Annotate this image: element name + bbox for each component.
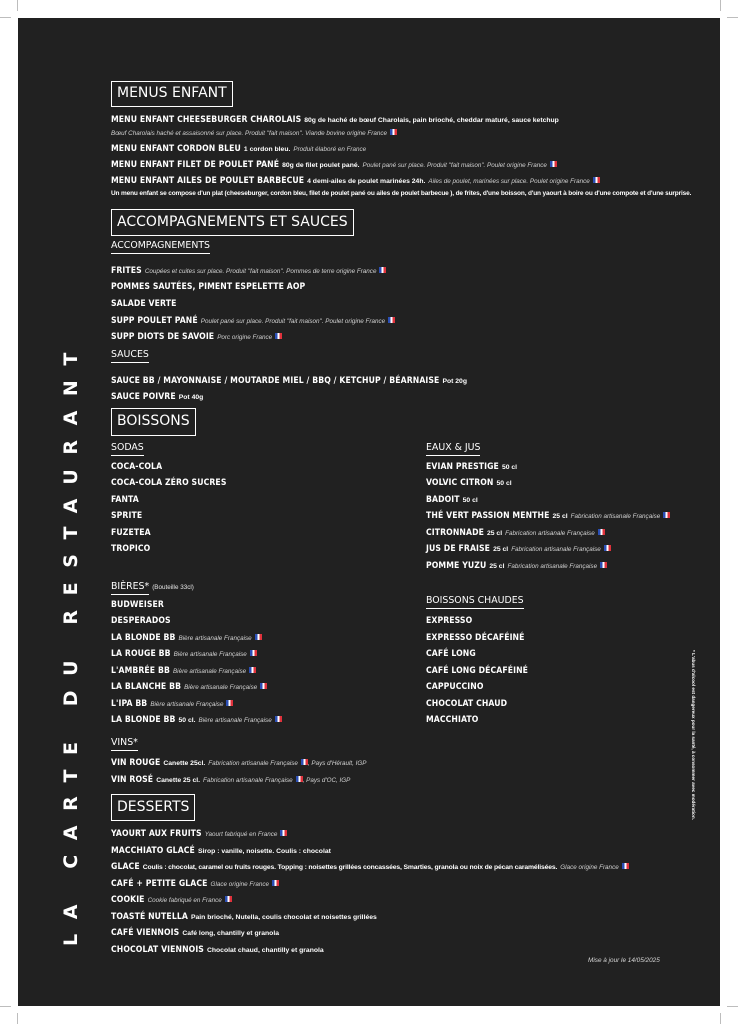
menu-enfant-info: Un menu enfant se compose d'un plat (cheeseburger, cordon bleu, filet de poulet pané ou ailes de poulet barbecue ), de frites, d'une boisson, d'un yaourt à boire ou d'une compote et d'une surprise.	[111, 190, 692, 197]
item-name: COCA-COLA	[111, 462, 163, 472]
crop-mark	[720, 0, 721, 11]
item-note: Bière artisanale Française	[178, 635, 252, 642]
dessert-item	[111, 826, 287, 841]
item-name: EXPRESSO DÉCAFÉINÉ	[426, 633, 525, 643]
france-flag-icon	[390, 129, 397, 135]
item-name: L'AMBRÉE BB	[111, 666, 170, 676]
bieres-size: (Bouteille 33cl)	[152, 584, 194, 591]
item-desc: Café long, chantilly et granola	[182, 930, 279, 937]
update-date: Mise à jour le 14/05/2025	[588, 957, 660, 964]
item-name: MACCHIATO	[426, 715, 479, 725]
item-note: Glace origine France	[210, 881, 269, 888]
menu-item-cordon-bleu	[111, 141, 366, 156]
item-note: Glace origine France	[560, 864, 619, 871]
item-note: Produit élaboré en France	[293, 146, 367, 153]
france-flag-icon	[226, 700, 233, 706]
eaux-item	[426, 508, 670, 523]
eaux-item	[426, 525, 605, 540]
subheading-eaux-jus: EAUX & JUS	[426, 442, 480, 456]
item-desc: 1 cordon bleu.	[243, 146, 291, 153]
item-note: Fabrication artisanale Française	[511, 546, 601, 553]
chaude-item	[426, 613, 472, 627]
chaude-item	[426, 646, 476, 660]
dessert-item	[111, 892, 232, 907]
item-name: COCA-COLA ZÉRO SUCRES	[111, 478, 227, 488]
item-name: CAFÉ LONG	[426, 649, 476, 659]
item-name: LA ROUGE BB	[111, 649, 171, 659]
item-name: CAFÉ VIENNOIS	[111, 928, 180, 938]
france-flag-icon	[550, 161, 557, 167]
item-name: MENU ENFANT CORDON BLEU	[111, 144, 241, 154]
soda-item	[111, 525, 151, 539]
item-note: Coupées et cuites sur place. Produit "fait maison". Pommes de terre origine France	[144, 268, 377, 275]
soda-item	[111, 541, 150, 555]
item-name: LA BLANCHE BB	[111, 682, 182, 692]
biere-item	[111, 630, 262, 645]
item-name: CITRONNADE	[426, 528, 484, 538]
france-flag-icon	[598, 529, 605, 535]
biere-item	[111, 679, 267, 694]
biere-item	[111, 597, 164, 611]
item-desc: 4 demi-ailes de poulet marinées 24h.	[307, 178, 426, 185]
item-note: Fabrication artisanale Française	[570, 513, 661, 520]
dessert-item	[111, 859, 629, 874]
subheading-bieres: BIÈRES*	[111, 581, 149, 595]
item-name: SUPP POULET PANÉ	[111, 316, 198, 326]
crop-mark	[17, 1013, 18, 1024]
item-name: POMME YUZU	[426, 561, 487, 571]
dessert-item	[111, 876, 279, 891]
chaude-item	[426, 712, 478, 726]
eaux-item	[426, 475, 512, 490]
item-note: Bœuf Charolais haché et assaisonné sur place. Produit "fait maison". Viande bovine origine France	[111, 130, 387, 137]
item-name: MENU ENFANT FILET DE POULET PANÉ	[111, 160, 280, 170]
item-note: Bière artisanale Française	[184, 684, 258, 691]
subheading-sauces: SAUCES	[111, 349, 149, 363]
item-desc: Sirop : vanille, noisette. Coulis : chocolat	[197, 848, 331, 855]
item-desc: Coulis : chocolat, caramel ou fruits rouges. Topping : noisettes grillées concassées, Smarties, granola ou noix de pécan caramélisées.	[142, 864, 558, 871]
item-name: CHOCOLAT CHAUD	[426, 699, 508, 709]
item-name: SUPP DIOTS DE SAVOIE	[111, 332, 215, 342]
chaude-item	[426, 696, 507, 710]
item-name: DESPERADOS	[111, 616, 171, 626]
item-name: FUZETEA	[111, 528, 151, 538]
crop-mark	[0, 1006, 11, 1007]
item-name: SAUCE POIVRE	[111, 392, 176, 402]
item-name: FANTA	[111, 495, 139, 505]
crop-mark	[17, 0, 18, 11]
chaude-item	[426, 630, 525, 644]
item-salade-verte	[111, 296, 176, 310]
item-note-origin: , Pays d'Hérault, IGP	[307, 760, 367, 767]
item-name: EXPRESSO	[426, 616, 473, 626]
crop-mark	[727, 17, 738, 18]
item-desc: 25 cl	[552, 513, 568, 520]
item-note: Porc origine France	[217, 334, 273, 341]
france-flag-icon	[663, 512, 670, 518]
item-note: Fabrication artisanale Française	[203, 777, 293, 784]
france-flag-icon	[301, 759, 308, 765]
item-note: Fabrication artisanale Française	[208, 760, 298, 767]
subheading-bieres-row	[111, 579, 194, 595]
eaux-item	[426, 558, 607, 573]
france-flag-icon	[272, 880, 279, 886]
item-name: SAUCE BB / MAYONNAISE / MOUTARDE MIEL / BBQ / KETCHUP / BÉARNAISE	[111, 376, 440, 386]
item-note: Fabrication artisanale Française	[505, 530, 595, 537]
france-flag-icon	[622, 863, 629, 869]
france-flag-icon	[604, 545, 611, 551]
item-name: COOKIE	[111, 895, 145, 905]
item-name: TROPICO	[111, 544, 151, 554]
item-note: Ailes de poulet, marinées sur place. Poulet origine France	[428, 178, 590, 185]
item-note-origin: , Pays d'OC, IGP	[302, 777, 351, 784]
item-supp-poulet	[111, 313, 395, 328]
item-desc: 50 cl.	[178, 717, 196, 724]
menu-item-ailes-poulet	[111, 173, 600, 188]
item-desc: Pot 40g	[178, 394, 204, 401]
item-note: Bière artisanale Française	[173, 651, 247, 658]
item-note: Yaourt fabriqué en France	[204, 831, 278, 838]
item-name: CHOCOLAT VIENNOIS	[111, 945, 204, 955]
item-desc: 25 cl	[486, 530, 503, 537]
soda-item	[111, 459, 162, 473]
item-sauces-list	[111, 373, 467, 388]
dessert-item	[111, 909, 377, 924]
item-name: L'IPA BB	[111, 699, 148, 709]
item-desc: Pain brioché, Nutella, coulis chocolat et noisettes grillées	[190, 914, 377, 921]
subheading-sodas: SODAS	[111, 442, 144, 456]
france-flag-icon	[255, 634, 262, 640]
vin-item	[111, 755, 367, 770]
section-title-menus-enfant: MENUS ENFANT	[111, 81, 233, 107]
item-name: SALADE VERTE	[111, 299, 177, 309]
item-name: LA BLONDE BB	[111, 715, 176, 725]
france-flag-icon	[296, 776, 303, 782]
item-name: TOASTÉ NUTELLA	[111, 912, 188, 922]
item-desc: 50 cl	[496, 480, 512, 487]
france-flag-icon	[388, 317, 395, 323]
item-name: GLACE	[111, 862, 140, 872]
france-flag-icon	[275, 333, 282, 339]
item-note: Fabrication artisanale Française	[507, 563, 598, 570]
item-desc: Pot 20g	[442, 378, 467, 385]
biere-item	[111, 663, 256, 678]
crop-mark	[727, 1006, 738, 1007]
item-name: CAFÉ + PETITE GLACE	[111, 879, 208, 889]
alcohol-warning: * L'abus d'alcool est dangereux pour la santé, à consommer avec modération.	[691, 650, 696, 820]
chaude-item	[426, 679, 484, 693]
item-note: Cookie fabriqué en France	[147, 897, 222, 904]
item-name: VIN ROSÉ	[111, 775, 154, 785]
item-desc: 25 cl	[493, 546, 509, 553]
item-note: Bière artisanale Française	[198, 717, 272, 724]
item-name: SPRITE	[111, 511, 143, 521]
chaude-item	[426, 663, 528, 677]
item-name: CAPPUCCINO	[426, 682, 484, 692]
item-name: MACCHIATO GLACÉ	[111, 846, 195, 856]
france-flag-icon	[600, 562, 607, 568]
biere-item	[111, 613, 171, 627]
vin-item	[111, 772, 350, 787]
france-flag-icon	[280, 830, 287, 836]
item-desc: 50 cl	[462, 497, 478, 504]
eaux-item	[426, 459, 517, 474]
menu-sheet	[18, 18, 720, 1006]
soda-item	[111, 508, 142, 522]
crop-mark	[720, 1013, 721, 1024]
section-title-boissons: BOISSONS	[111, 408, 196, 436]
item-name: CAFÉ LONG DÉCAFÉINÉ	[426, 666, 529, 676]
france-flag-icon	[593, 177, 600, 183]
biere-item	[111, 712, 282, 727]
dessert-item	[111, 942, 324, 957]
item-name: LA BLONDE BB	[111, 633, 176, 643]
item-name: VIN ROUGE	[111, 758, 161, 768]
item-name: THÉ VERT PASSION MENTHE	[426, 511, 550, 521]
dessert-item	[111, 925, 279, 940]
france-flag-icon	[275, 716, 282, 722]
item-desc: Canette 25 cl.	[156, 777, 201, 784]
france-flag-icon	[249, 667, 256, 673]
item-note: Poulet pané sur place. Produit "fait maison". Poulet origine France	[200, 318, 386, 325]
section-title-accompagnements-sauces: ACCOMPAGNEMENTS ET SAUCES	[111, 209, 354, 236]
soda-item	[111, 475, 227, 489]
menu-item-poulet-pane	[111, 157, 557, 172]
item-name: YAOURT AUX FRUITS	[111, 829, 202, 839]
item-name: JUS DE FRAISE	[426, 544, 491, 554]
subheading-boissons-chaudes: BOISSONS CHAUDES	[426, 595, 524, 609]
soda-item	[111, 492, 139, 506]
crop-mark	[0, 17, 11, 18]
item-name: FRITES	[111, 266, 142, 276]
item-name: POMMES SAUTÉES, PIMENT ESPELETTE AOP	[111, 282, 306, 292]
item-note: Bière artisanale Française	[172, 668, 247, 675]
biere-item	[111, 696, 233, 711]
item-desc: 80g de filet poulet pané.	[282, 162, 360, 169]
eaux-item	[426, 492, 478, 507]
menu-item-note	[108, 125, 397, 140]
item-note: Bière artisanale Française	[150, 701, 224, 708]
item-desc: 80g de haché de bœuf Charolais, pain brioché, cheddar maturé, sauce ketchup	[304, 117, 559, 124]
france-flag-icon	[250, 650, 257, 656]
section-title-desserts: DESSERTS	[111, 794, 195, 821]
item-name: MENU ENFANT AILES DE POULET BARBECUE	[111, 176, 305, 186]
item-desc: 25 cl	[489, 563, 505, 570]
eaux-item	[426, 541, 611, 556]
subheading-accompagnements: ACCOMPAGNEMENTS	[111, 240, 210, 254]
item-name: MENU ENFANT CHEESEBURGER CHAROLAIS	[111, 115, 302, 125]
item-frites	[111, 263, 386, 278]
item-name: BADOIT	[426, 495, 460, 505]
item-desc: 50 cl	[501, 464, 518, 471]
france-flag-icon	[260, 683, 267, 689]
biere-item	[111, 646, 257, 661]
item-note: Poulet pané sur place. Produit "fait maison". Poulet origine France	[362, 162, 547, 169]
item-name: EVIAN PRESTIGE	[426, 462, 499, 472]
item-name: BUDWEISER	[111, 600, 164, 610]
subheading-vins: VINS*	[111, 737, 138, 751]
item-sauce-poivre	[111, 389, 203, 404]
item-name: VOLVIC CITRON	[426, 478, 494, 488]
vertical-title: LA CARTE DU RESTAURANT	[60, 338, 82, 946]
france-flag-icon	[225, 896, 232, 902]
item-desc: Canette 25cl.	[163, 760, 206, 767]
item-pommes-sautees	[111, 279, 305, 293]
france-flag-icon	[379, 267, 386, 273]
item-desc: Chocolat chaud, chantilly et granola	[206, 947, 324, 954]
dessert-item	[111, 843, 331, 858]
item-supp-diots	[111, 329, 282, 344]
